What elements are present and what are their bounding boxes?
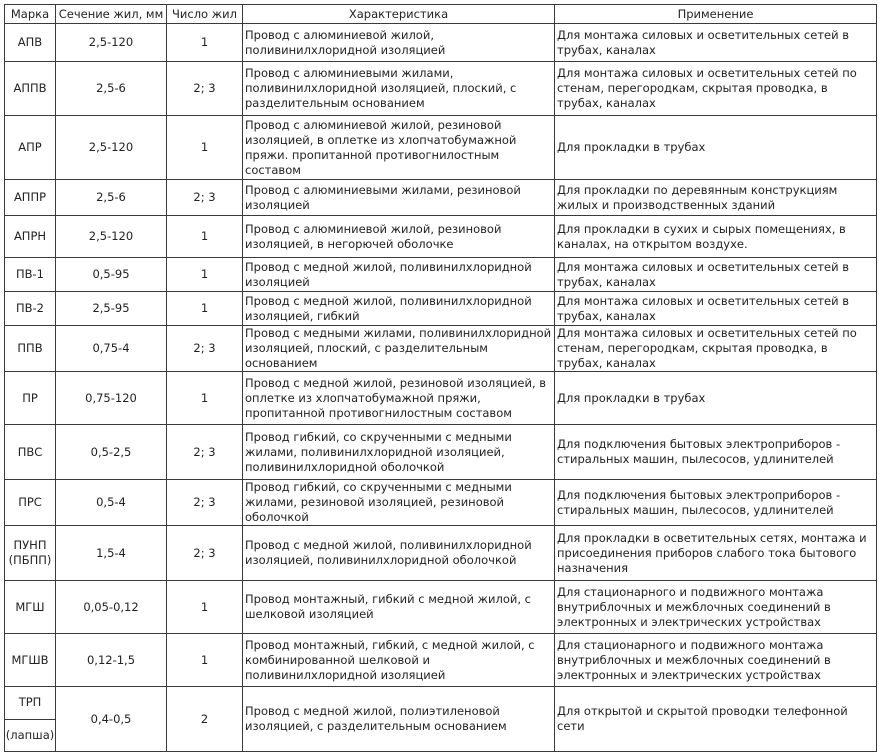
table-row	[5, 581, 877, 634]
section-cell: 0,75-4	[56, 326, 167, 372]
section-cell: 0,12-1,5	[56, 634, 167, 687]
table-row	[5, 425, 877, 480]
description-cell: Провод с медной жилой, поливинилхлоридной изоляцией, поливинилхлоридной оболочкой	[243, 526, 555, 581]
header-usage: Применение	[555, 5, 877, 24]
description-cell: Провод с медной жилой, поливинилхлоридной изоляцией	[243, 258, 555, 292]
description-cell: Провод монтажный, гибкий с медной жилой, с шелковой изоляцией	[243, 581, 555, 634]
cores-cell: 1	[167, 116, 243, 180]
section-cell: 2,5-120	[56, 216, 167, 258]
mark-cell: ПРС	[5, 480, 56, 526]
table-row	[5, 116, 877, 180]
section-cell: 1,5-4	[56, 526, 167, 581]
cores-cell: 1	[167, 258, 243, 292]
mark-bottom: (лапша)	[5, 727, 55, 742]
mark-cell: МГШ	[5, 581, 56, 634]
table-row	[5, 24, 877, 62]
table-row	[5, 258, 877, 292]
usage-cell: Для монтажа силовых и осветительных сетей в трубах, каналах	[555, 292, 877, 326]
cores-cell: 2; 3	[167, 526, 243, 581]
usage-cell: Для прокладки в трубах	[555, 116, 877, 180]
section-cell: 0,75-120	[56, 372, 167, 425]
description-cell: Провод с алюминиевой жилой, резиновой изоляцией, в негорючей оболочке	[243, 216, 555, 258]
usage-cell: Для прокладки по деревянным конструкциям жилых и производственных зданий	[555, 180, 877, 216]
section-cell: 0,5-2,5	[56, 425, 167, 480]
wire-table	[4, 4, 877, 752]
cores-cell: 2; 3	[167, 326, 243, 372]
table-row	[5, 526, 877, 581]
mark-cell: АППВ	[5, 62, 56, 116]
cores-cell: 1	[167, 372, 243, 425]
section-cell: 0,5-4	[56, 480, 167, 526]
usage-cell: Для прокладки в трубах	[555, 372, 877, 425]
cores-cell: 1	[167, 634, 243, 687]
table-row	[5, 180, 877, 216]
cores-cell: 2; 3	[167, 480, 243, 526]
usage-cell: Для подключения бытовых электроприборов - стиральных машин, пылесосов, удлинителей	[555, 425, 877, 480]
mark-cell: АПР	[5, 116, 56, 180]
mark-cell: АПРН	[5, 216, 56, 258]
description-cell: Провод с алюминиевыми жилами, поливинилхлоридной изоляцией, плоский, с разделительным основанием	[243, 62, 555, 116]
description-cell: Провод с медной жилой, поливинилхлоридной изоляцией, гибкий	[243, 292, 555, 326]
header-section: Сечение жил, мм	[56, 5, 167, 24]
usage-cell: Для монтажа силовых и осветительных сетей по стенам, перегородкам, скрытая проводка, в трубах, каналах	[555, 62, 877, 116]
usage-cell: Для прокладки в сухих и сырых помещениях, в каналах, на открытом воздухе.	[555, 216, 877, 258]
usage-cell: Для прокладки в осветительных сетях, монтажа и присоединения приборов слабого тока бытового назначения	[555, 526, 877, 581]
cores-cell: 1	[167, 581, 243, 634]
usage-cell: Для монтажа силовых и осветительных сетей в трубах, каналах	[555, 24, 877, 62]
header-cores: Число жил	[167, 5, 243, 24]
description-cell: Провод монтажный, гибкий, с медной жилой, с комбинированной шелковой и поливинилхлоридной изоляцией	[243, 634, 555, 687]
description-cell: Провод гибкий, со скрученными с медными жилами, резиновой изоляцией, резиновой оболочкой	[243, 480, 555, 526]
mark-cell: МГШВ	[5, 634, 56, 687]
usage-cell: Для стационарного и подвижного монтажа внутриблочных и межблочных соединений в электронных и электрических устройствах	[555, 634, 877, 687]
table-row	[5, 634, 877, 687]
usage-cell: Для монтажа силовых и осветительных сетей по стенам, перегородкам, скрытая проводка, в трубах, каналах	[555, 326, 877, 372]
description-cell: Провод гибкий, со скрученными с медными жилами, поливинилхлоридной изоляцией, поливинилхлоридной оболочкой	[243, 425, 555, 480]
table-row	[5, 372, 877, 425]
section-cell: 2,5-95	[56, 292, 167, 326]
table-row	[5, 292, 877, 326]
description-cell: Провод с алюминиевой жилой, резиновой изоляцией, в оплетке из хлопчатобумажной пряжи. пропитанной противогнилостным составом	[243, 116, 555, 180]
cores-cell: 2; 3	[167, 62, 243, 116]
description-cell: Провод с алюминиевыми жилами, резиновой изоляцией	[243, 180, 555, 216]
mark-cell: ППВ	[5, 326, 56, 372]
mark-cell: ПВ-1	[5, 258, 56, 292]
table-row	[5, 480, 877, 526]
usage-cell: Для открытой и скрытой проводки телефонной сети	[555, 687, 877, 752]
mark-cell: ПВС	[5, 425, 56, 480]
section-cell: 2,5-120	[56, 116, 167, 180]
usage-cell: Для монтажа силовых и осветительных сетей в трубах, каналах	[555, 258, 877, 292]
header-mark: Марка	[5, 5, 56, 24]
cores-cell: 2	[167, 687, 243, 752]
cores-cell: 1	[167, 216, 243, 258]
description-cell: Провод с медными жилами, поливинилхлоридной изоляцией, плоский, с разделительным основанием	[243, 326, 555, 372]
section-cell: 0,5-95	[56, 258, 167, 292]
mark-cell: ПВ-2	[5, 292, 56, 326]
usage-cell: Для подключения бытовых электроприборов - стиральных машин, пылесосов, удлинителей	[555, 480, 877, 526]
table-row	[5, 326, 877, 372]
section-cell: 0,05-0,12	[56, 581, 167, 634]
mark-cell: ПУНП (ПБПП)	[5, 526, 56, 581]
mark-cell: ПР	[5, 372, 56, 425]
table-row	[5, 687, 877, 752]
cores-cell: 1	[167, 24, 243, 62]
description-cell: Провод с алюминиевой жилой, поливинилхлоридной изоляцией	[243, 24, 555, 62]
section-cell: 2,5-120	[56, 24, 167, 62]
table-body	[5, 24, 877, 752]
description-cell: Провод с медной жилой, резиновой изоляцией, в оплетке из хлопчатобумажной пряжи, пропитанной противогнилостным составом	[243, 372, 555, 425]
table-row	[5, 216, 877, 258]
mark-cell: АПВ	[5, 24, 56, 62]
table-row	[5, 62, 877, 116]
mark-top: ТРП	[5, 687, 55, 720]
header-description: Характеристика	[243, 5, 555, 24]
usage-cell: Для стационарного и подвижного монтажа внутриблочных и межблочных соединений в электронных и электрических устройствах	[555, 581, 877, 634]
mark-cell	[5, 687, 56, 752]
description-cell: Провод с медной жилой, полиэтиленовой изоляцией, с разделительным основанием	[243, 687, 555, 752]
table-header-row	[5, 5, 877, 24]
section-cell: 2,5-6	[56, 62, 167, 116]
cores-cell: 1	[167, 292, 243, 326]
section-cell: 2,5-6	[56, 180, 167, 216]
mark-cell: АППР	[5, 180, 56, 216]
cores-cell: 2; 3	[167, 180, 243, 216]
cores-cell: 2; 3	[167, 425, 243, 480]
section-cell: 0,4-0,5	[56, 687, 167, 752]
